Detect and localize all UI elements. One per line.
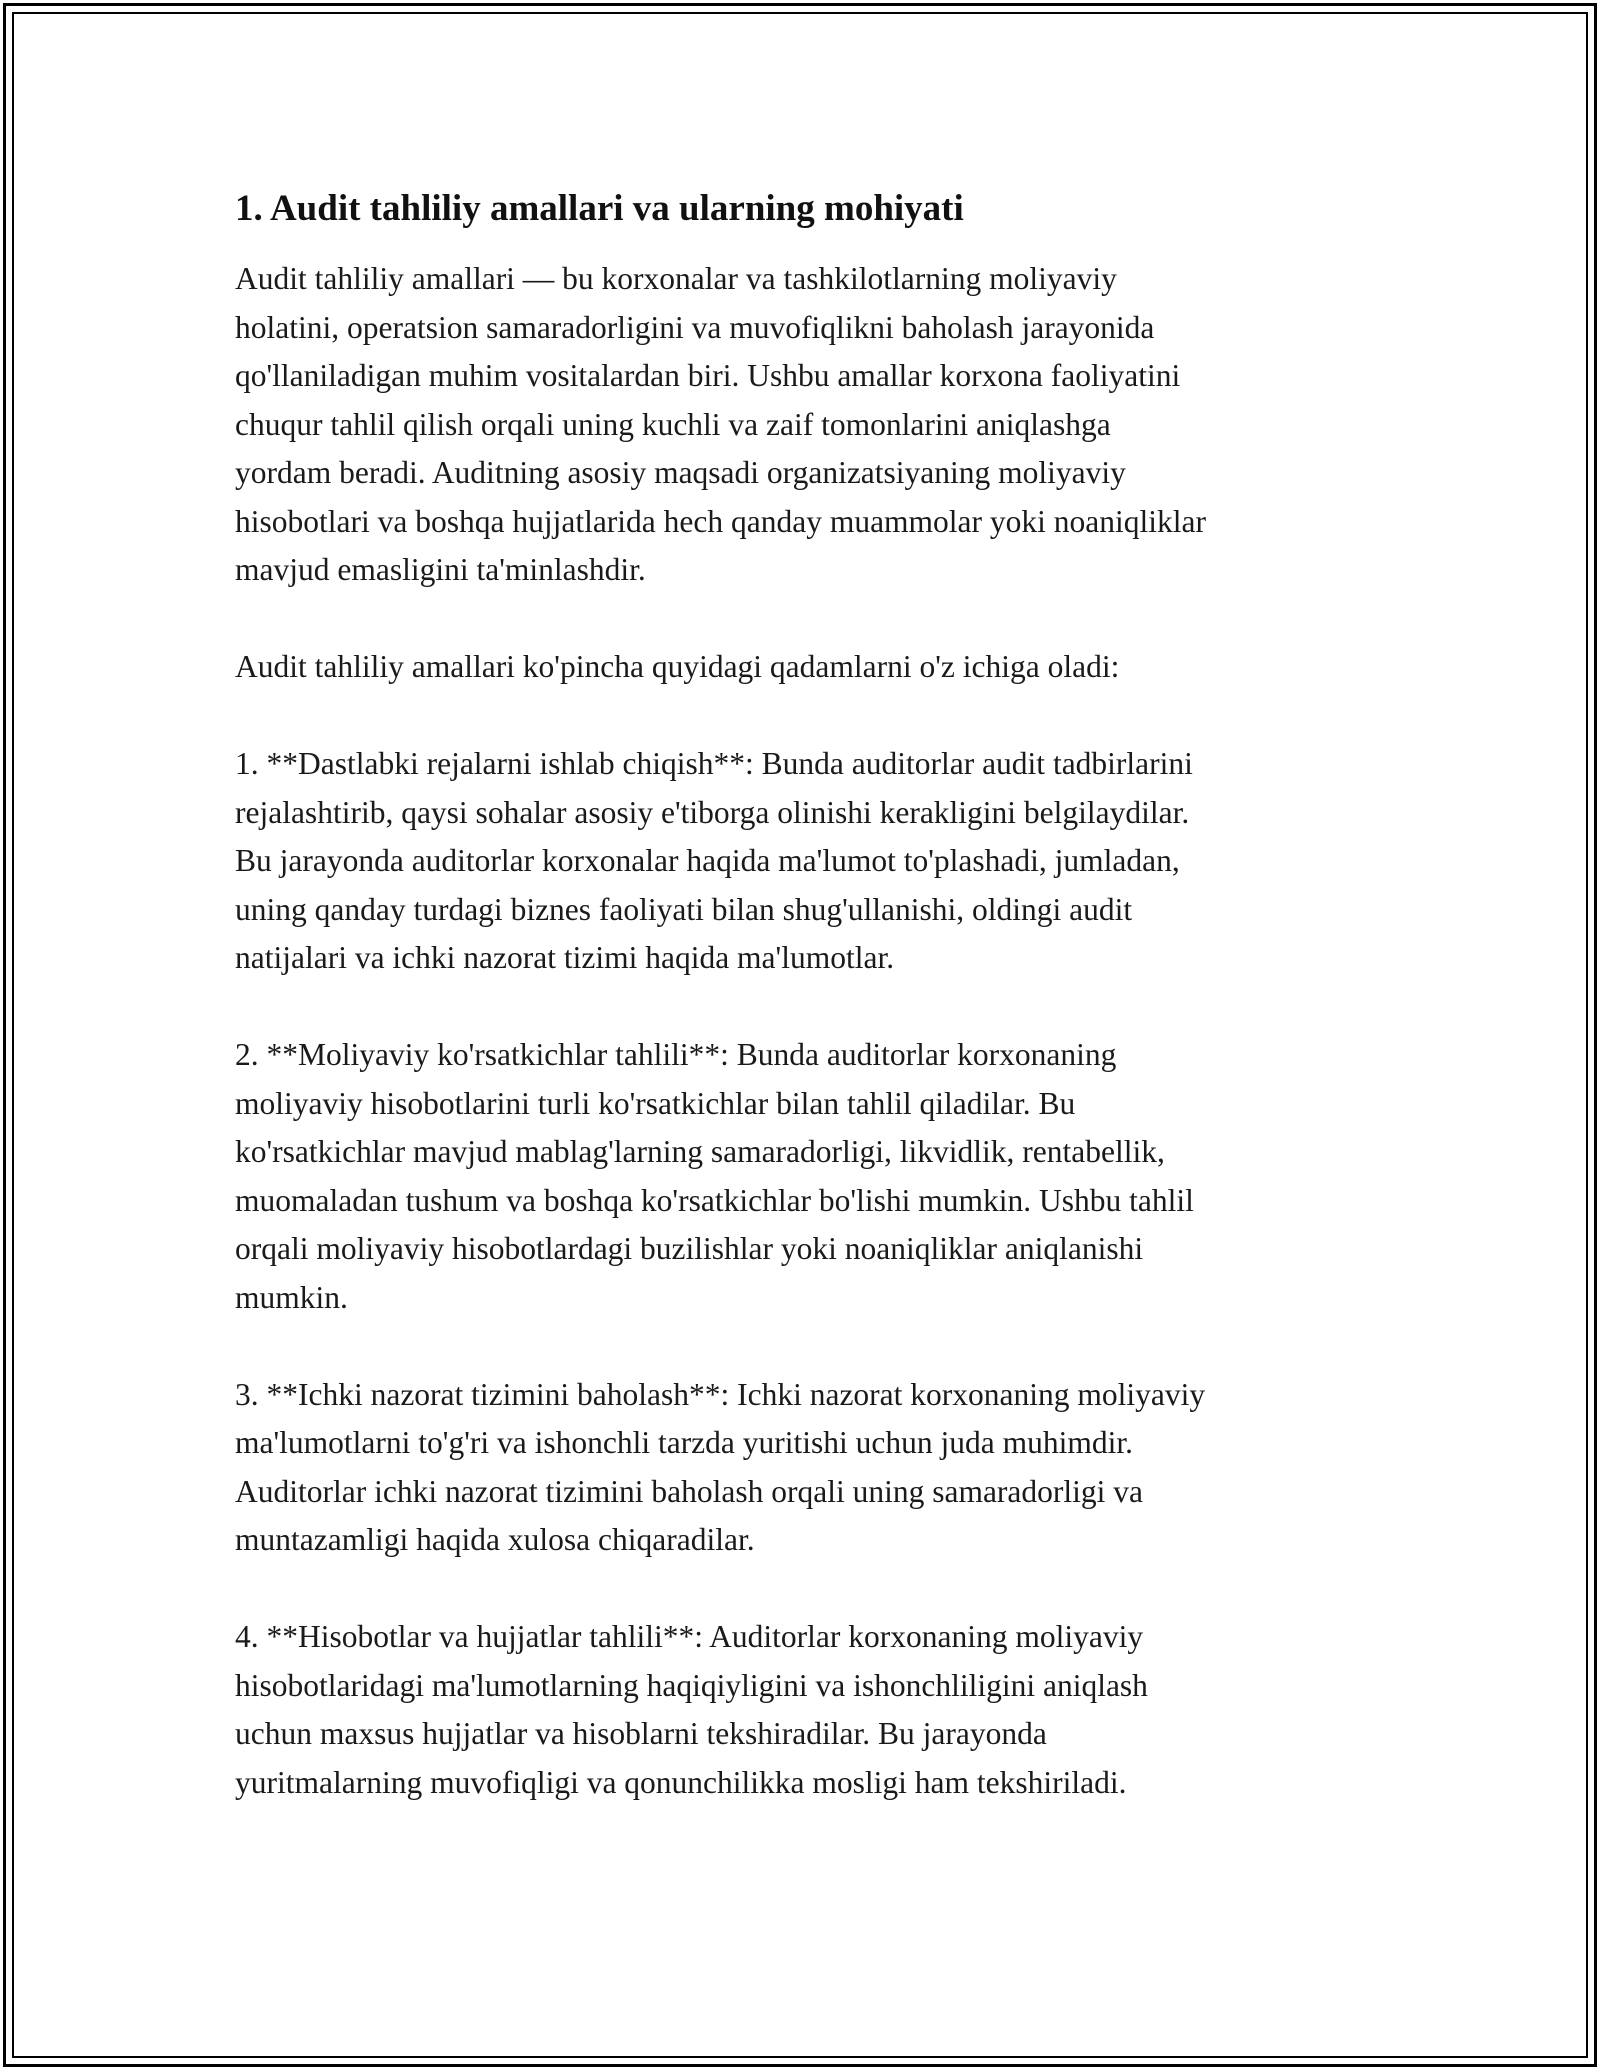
- step-3-paragraph: 3. **Ichki nazorat tizimini baholash**: Ichki nazorat korxonaning moliyaviy ma'lumotlarni to'g'ri va ishonchli tarzda yuritishi uchun juda muhimdir. Auditorlar ichki nazorat tizimini baholash orqali uning samaradorligi va muntazamligi haqida xulosa chiqaradilar.: [235, 1376, 1206, 1557]
- document-title: 1. Audit tahliliy amallari va ularning mohiyati: [235, 188, 964, 229]
- intro-paragraph: Audit tahliliy amallari — bu korxonalar va tashkilotlarning moliyaviy holatini, operatsion samaradorligini va muvofiqlikni baholash jarayonida qo'llaniladigan muhim vositalardan biri. Ushbu amallar korxona faoliyatini chuqur tahlil qilish orqali uning kuchli va zaif tomonlarini aniqlashga yordam beradi. Auditning asosiy maqsadi organizatsiyaning moliyaviy hisobotlari va boshqa hujjatlarida hech qanday muammolar yoki noaniqliklar mavjud emasligini ta'minlashdir.: [235, 261, 1206, 587]
- step-2-paragraph: 2. **Moliyaviy ko'rsatkichlar tahlili**: Bunda auditorlar korxonaning moliyaviy hisobotlarini turli ko'rsatkichlar bilan tahlil qiladilar. Bu ko'rsatkichlar mavjud mablag'larning samaradorligi, likvidlik, rentabellik, muomaladan tushum va boshqa ko'rsatkichlar bo'lishi mumkin. Ushbu tahlil orqali moliyaviy hisobotlardagi buzilishlar yoki noaniqliklar aniqlanishi mumkin.: [235, 1037, 1194, 1315]
- document-body: [235, 185, 1385, 1856]
- steps-intro-paragraph: Audit tahliliy amallari ko'pincha quyidagi qadamlarni o'z ichiga oladi:: [235, 649, 1120, 684]
- step-4-paragraph: 4. **Hisobotlar va hujjatlar tahlili**: Auditorlar korxonaning moliyaviy hisobotlaridagi ma'lumotlarning haqiqiyligini va ishonchliligini aniqlash uchun maxsus hujjatlar va hisoblarni tekshiradilar. Bu jarayonda yuritmalarning muvofiqligi va qonunchilikka mosligi ham tekshiriladi.: [235, 1619, 1148, 1800]
- step-1-paragraph: 1. **Dastlabki rejalarni ishlab chiqish**: Bunda auditorlar audit tadbirlarini rejalashtirib, qaysi sohalar asosiy e'tiborga olinishi kerakligini belgilaydilar. Bu jarayonda auditorlar korxonalar haqida ma'lumot to'plashadi, jumladan, uning qanday turdagi biznes faoliyati bilan shug'ullanishi, oldingi audit natijalari va ichki nazorat tizimi haqida ma'lumotlar.: [235, 746, 1193, 975]
